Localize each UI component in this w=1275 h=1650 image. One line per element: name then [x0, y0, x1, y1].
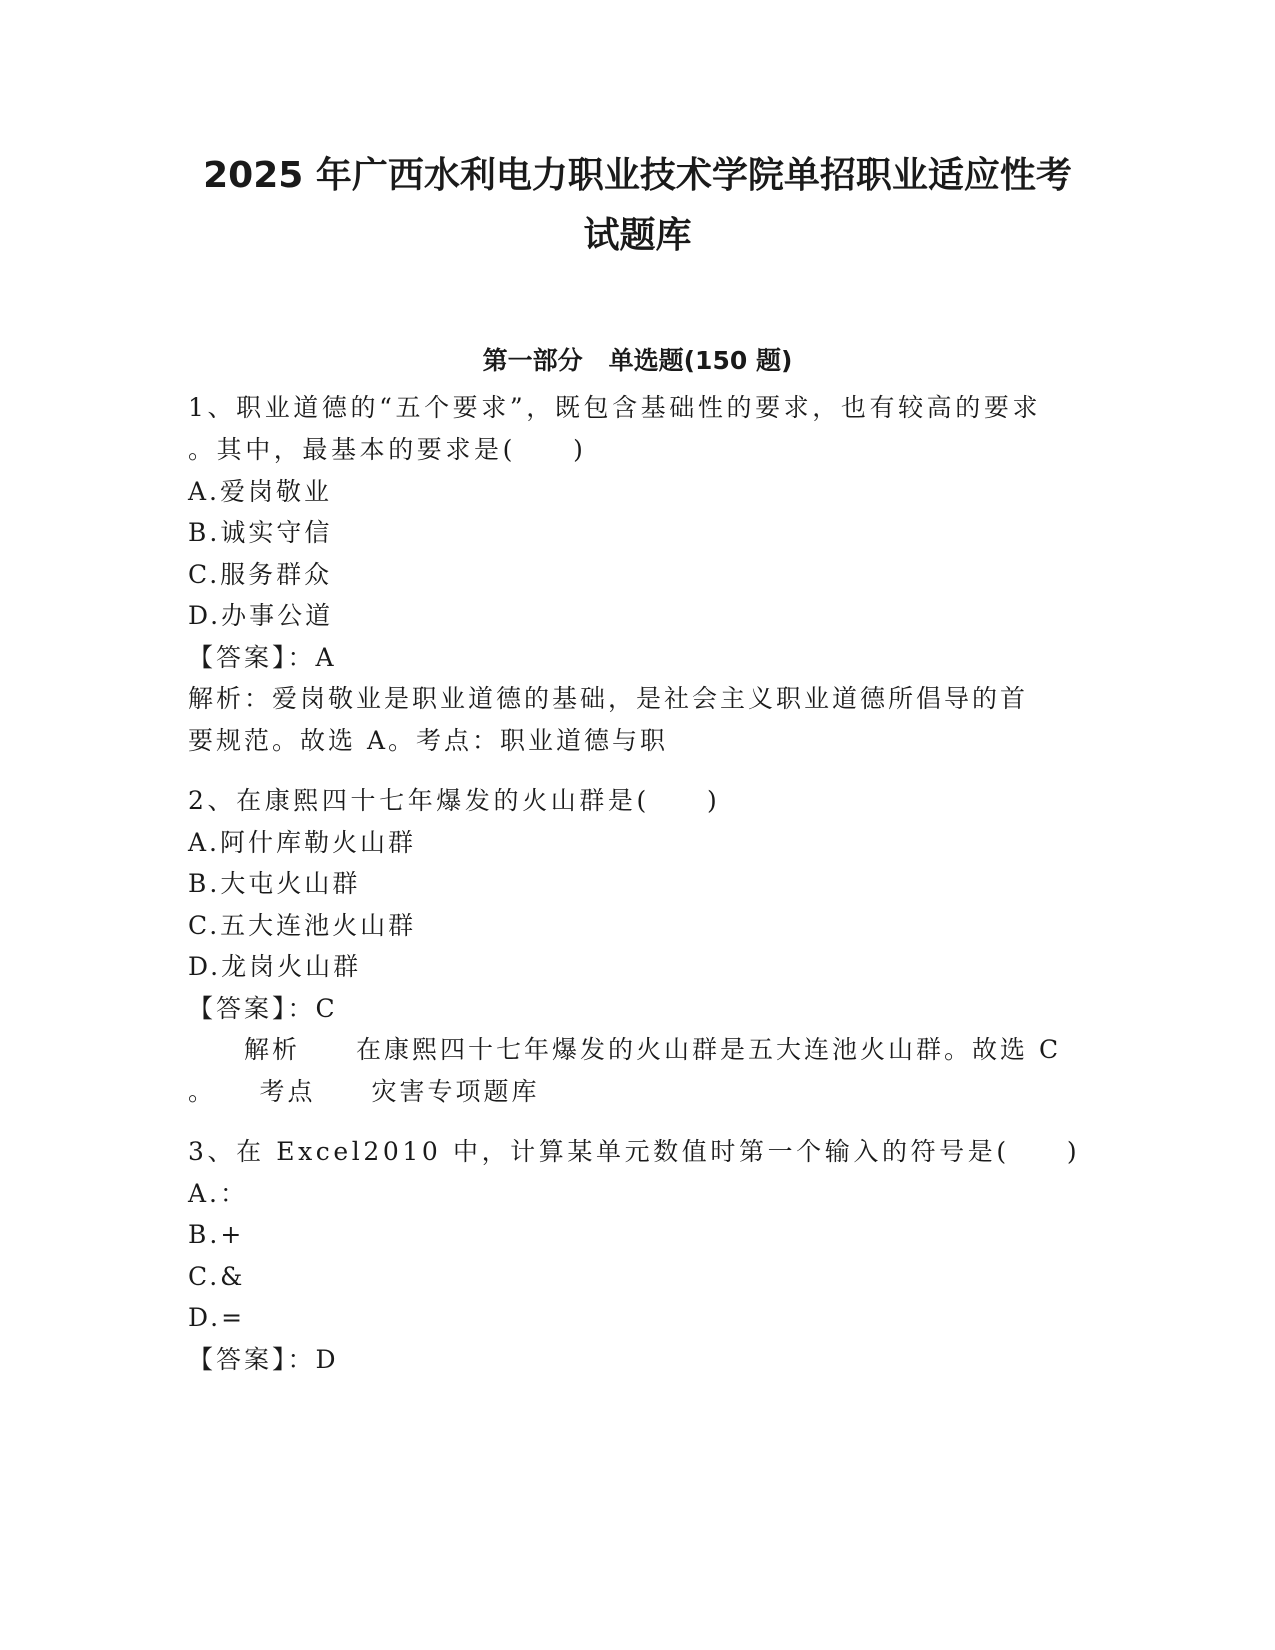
analysis-line: 。 考点 灾害专项题库 — [188, 1077, 540, 1106]
option-c: C.五大连池火山群 — [188, 911, 417, 940]
analysis-line: 解析 在康熙四十七年爆发的火山群是五大连池火山群。故选 C — [188, 1035, 1062, 1064]
option-a: A.爱岗敬业 — [188, 477, 333, 506]
answer-line: 【答案】：A — [188, 643, 337, 672]
option-a: A.阿什库勒火山群 — [188, 828, 417, 857]
section-type-label: 单选题(150 题) — [608, 346, 793, 375]
analysis-line: 要规范。故选 A。考点：职业道德与职 — [188, 726, 669, 755]
option-c: C.& — [188, 1262, 246, 1291]
question-stem-line: 。其中，最基本的要求是( ) — [188, 435, 587, 464]
document-title — [150, 146, 1125, 266]
title-line-1: 2025 年广西水利电力职业技术学院单招职业适应性考 — [203, 155, 1072, 196]
option-d: D.= — [188, 1303, 246, 1332]
option-a: A.： — [188, 1179, 249, 1208]
option-c: C.服务群众 — [188, 560, 333, 589]
section-part-label: 第一部分 — [482, 346, 583, 375]
question-stem-line: 3、在 Excel2010 中，计算某单元数值时第一个输入的符号是( ) — [188, 1137, 1081, 1166]
option-d: D.办事公道 — [188, 601, 334, 630]
option-b: B.大屯火山群 — [188, 869, 361, 898]
analysis-line: 解析：爱岗敬业是职业道德的基础，是社会主义职业道德所倡导的首 — [188, 684, 1029, 713]
option-b: B.诚实守信 — [188, 518, 333, 547]
section-heading — [150, 344, 1125, 378]
question-stem-line: 1、职业道德的“五个要求”，既包含基础性的要求，也有较高的要求 — [188, 393, 1042, 422]
option-d: D.龙岗火山群 — [188, 952, 362, 981]
option-b: B.+ — [188, 1220, 245, 1249]
title-line-2: 试题库 — [583, 215, 692, 256]
question-stem-line: 2、在康熙四十七年爆发的火山群是( ) — [188, 786, 721, 815]
answer-line: 【答案】：D — [188, 1345, 339, 1374]
answer-line: 【答案】：C — [188, 994, 338, 1023]
